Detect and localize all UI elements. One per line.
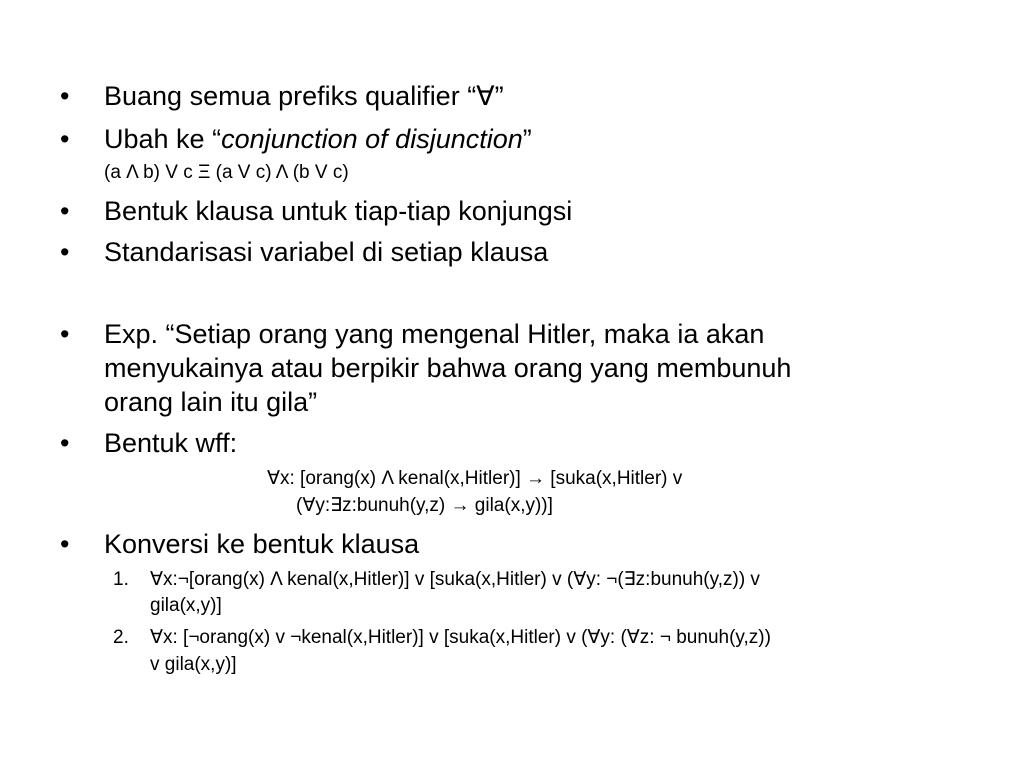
bullet-5-marker: • — [60, 319, 70, 349]
clause-2-line-2: v gila(x,y)] — [150, 654, 237, 675]
example-line-2: menyukainya atau berpikir bahwa orang yang membunuh — [104, 353, 792, 383]
bullet-1-text: Buang semua prefiks qualifier “∀” — [104, 81, 504, 111]
bullet-4-text: Standarisasi variabel di setiap klausa — [104, 237, 549, 267]
bullet-6-marker: • — [60, 428, 70, 458]
example-line-1: Exp. “Setiap orang yang mengenal Hitler, maka ia akan — [104, 319, 765, 349]
bullet-2-prefix: Ubah ke “ — [104, 124, 222, 154]
bullet-7-text: Konversi ke bentuk klausa — [104, 529, 420, 559]
bullet-2-text — [104, 123, 532, 155]
wff-formula-line-2: (∀y:∃z:bunuh(y,z) → gila(x,y))] — [296, 495, 553, 516]
clause-1-number: 1. — [113, 569, 129, 590]
clause-1-line-1: ∀x:¬[orang(x) Λ kenal(x,Hitler)] v [suka(x,Hitler) v (∀y: ¬(∃z:bunuh(y,z)) v — [150, 569, 760, 590]
bullet-7-marker: • — [60, 529, 70, 559]
clause-1-line-2: gila(x,y)] — [150, 595, 222, 616]
bullet-6-text: Bentuk wff: — [104, 428, 238, 458]
bullet-2-emphasis: conjunction of disjunction — [221, 124, 523, 154]
clause-2-line-1: ∀x: [¬orang(x) v ¬kenal(x,Hitler)] v [suka(x,Hitler) v (∀y: (∀z: ¬ bunuh(y,z)) — [150, 627, 771, 648]
bullet-2-marker: • — [60, 124, 70, 154]
bullet-3-marker: • — [60, 196, 70, 226]
wff-formula-line-1: ∀x: [orang(x) Λ kenal(x,Hitler)] → [suka(x,Hitler) v — [267, 468, 683, 489]
bullet-1-marker: • — [60, 81, 70, 111]
bullet-4-marker: • — [60, 237, 70, 267]
bullet-3-text: Bentuk klausa untuk tiap-tiap konjungsi — [104, 196, 573, 226]
bullet-2-suffix: ” — [522, 124, 532, 154]
example-line-3: orang lain itu gila” — [104, 387, 318, 417]
clause-2-number: 2. — [113, 627, 129, 648]
distributive-law-formula: (a Λ b) V c Ξ (a V c) Λ (b V c) — [104, 162, 349, 183]
